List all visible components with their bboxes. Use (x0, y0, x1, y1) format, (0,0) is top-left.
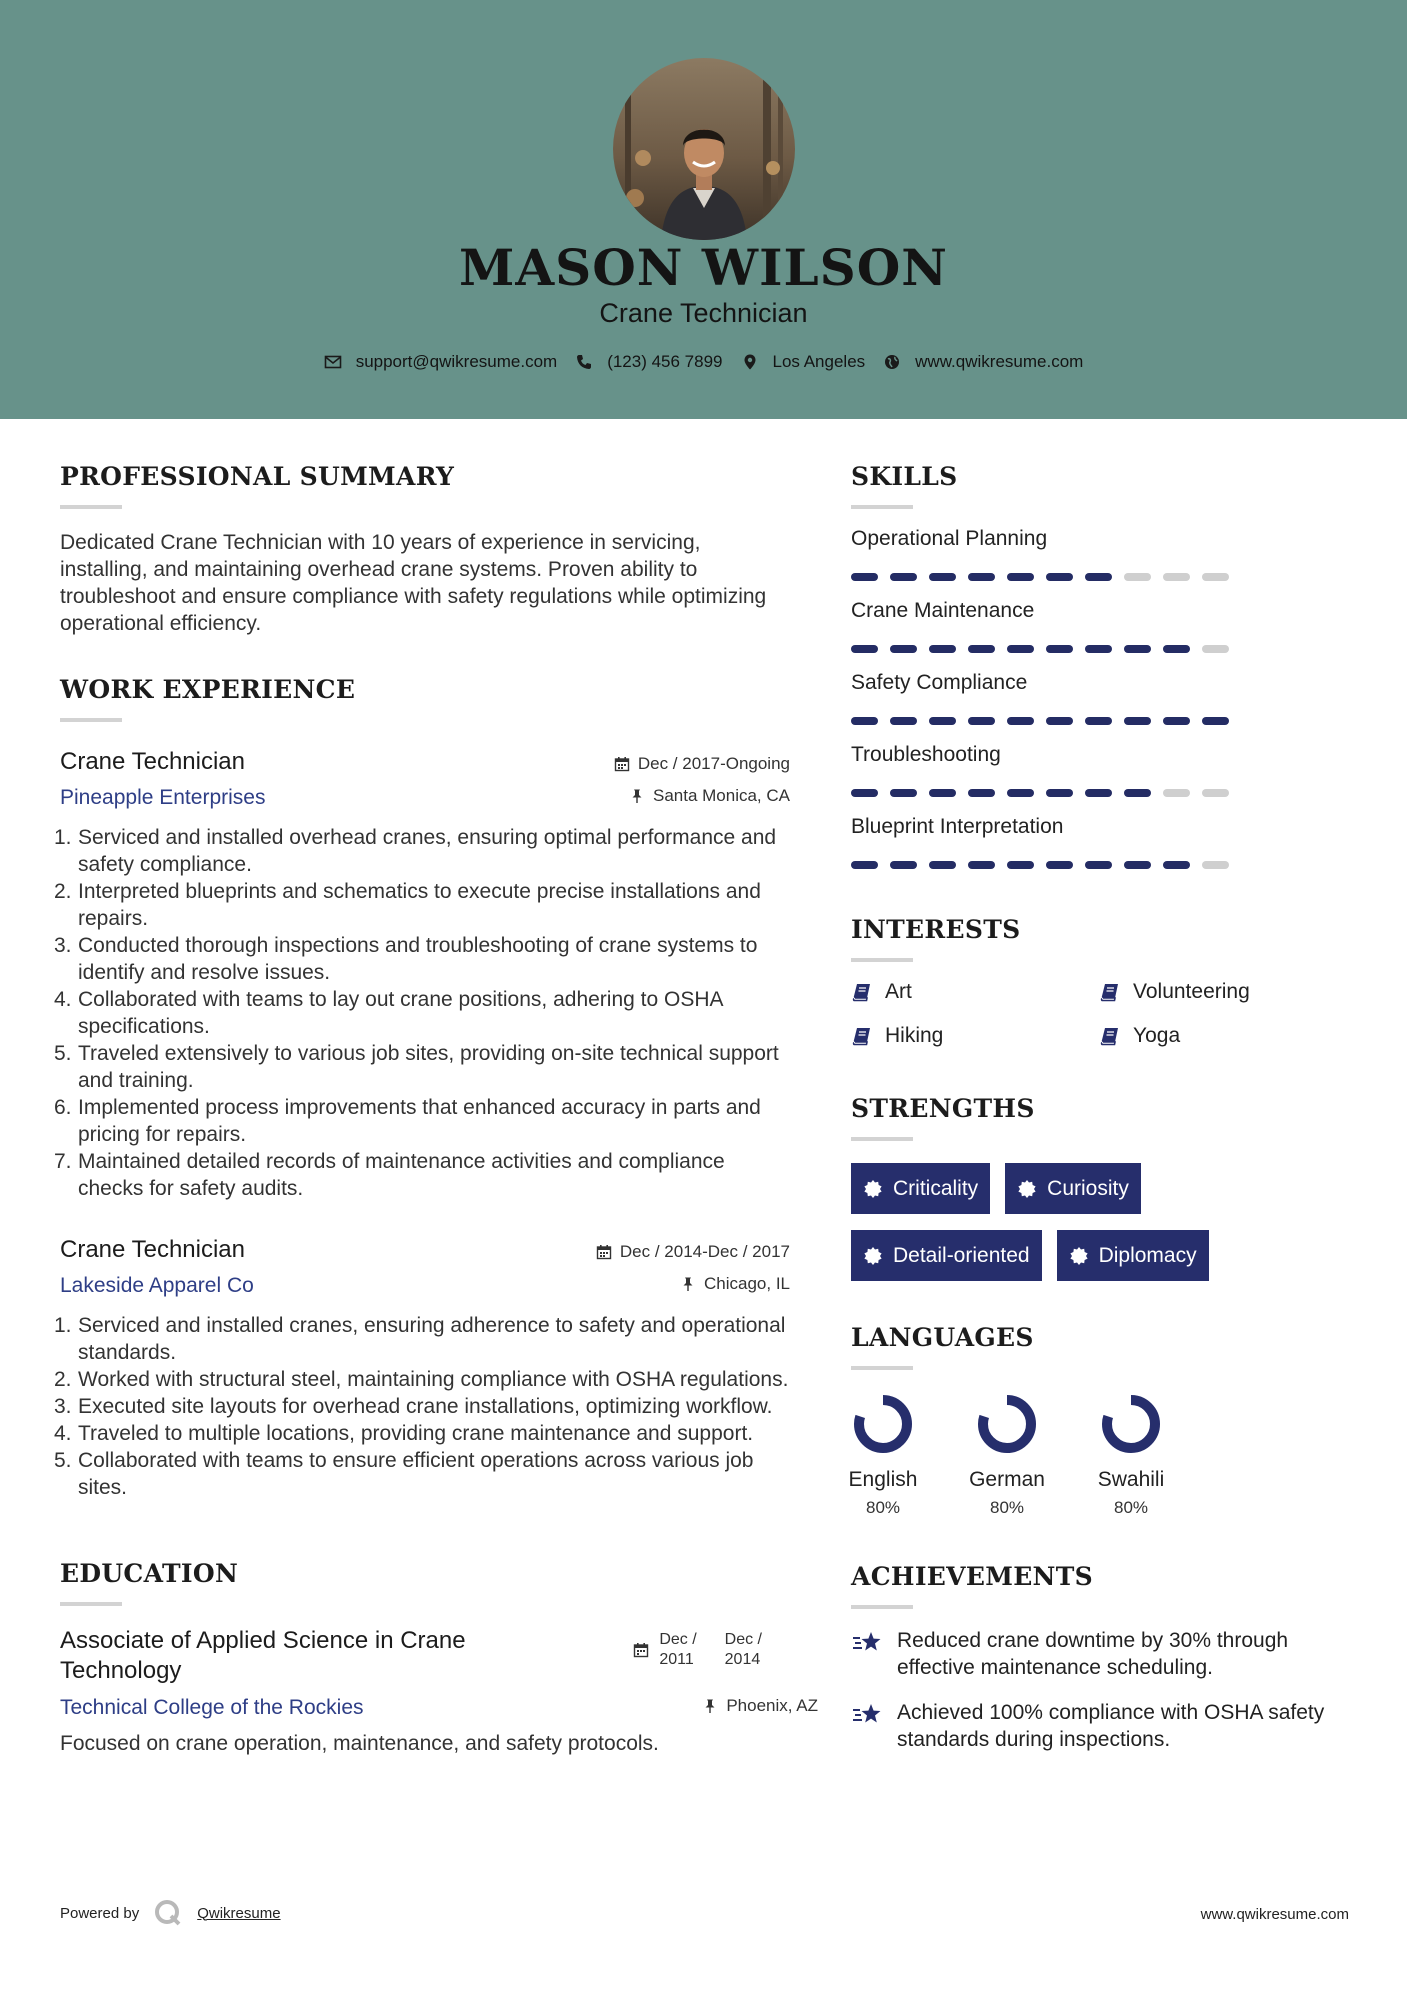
skill-item (851, 743, 1351, 797)
contact-location (741, 352, 866, 372)
skill-dot (1085, 645, 1112, 653)
skill-dot (1163, 717, 1190, 725)
skill-rating (851, 861, 1351, 869)
skill-rating (851, 645, 1351, 653)
interest-item (1099, 1024, 1347, 1048)
contact-website-text: www.qwikresume.com (915, 352, 1084, 371)
badge-icon (863, 1246, 883, 1266)
achievement-item (851, 1699, 1351, 1753)
achievement-item (851, 1627, 1351, 1681)
footer-website[interactable]: www.qwikresume.com (1200, 1906, 1349, 1923)
skill-dot (851, 717, 878, 725)
languages-section (848, 1323, 1351, 1518)
calendar-icon (614, 756, 630, 772)
education-title: EDUCATION (60, 1559, 239, 1588)
skill-dot (1007, 573, 1034, 581)
strength-label: Diplomacy (1098, 1243, 1197, 1267)
skill-dot (968, 717, 995, 725)
skill-dot (929, 645, 956, 653)
map-pin-icon (741, 353, 759, 371)
interest-label: Art (885, 980, 912, 1003)
language-item (1069, 1392, 1193, 1518)
summary-text: Dedicated Crane Technician with 10 years of experience in servicing, installing, and maintaining overhead crane systems. Proven ability to troubleshoot and ensure compliance with safety regulations while optimizing operational efficiency. (60, 531, 767, 635)
job-date-text: Dec / 2014-Dec / 2017 (619, 1242, 790, 1261)
achievement-text: Reduced crane downtime by 30% through effective maintenance scheduling. (897, 1629, 1289, 1679)
summary-section (60, 462, 790, 637)
skill-dot (851, 861, 878, 869)
job-title: Crane Technician (60, 748, 246, 775)
skill-dot (1202, 861, 1229, 869)
skill-dot (1202, 573, 1229, 581)
skill-name: Troubleshooting (851, 743, 1001, 766)
skill-dot (968, 573, 995, 581)
list-item: 1. Serviced and installed overhead cranes, ensuring optimal performance and safety compliance. (54, 826, 777, 876)
education-dates (633, 1630, 762, 1670)
job-location (629, 786, 790, 806)
skill-dot (1007, 861, 1034, 869)
skill-dot (1202, 789, 1229, 797)
contact-location-text: Los Angeles (772, 352, 866, 371)
skill-dot (968, 861, 995, 869)
job-entry (54, 1236, 790, 1501)
skill-dot (1163, 573, 1190, 581)
skill-dot (968, 645, 995, 653)
list-item: 7. Maintained detailed records of maintenance activities and compliance checks for safety audits. (54, 1150, 725, 1200)
skill-dot (1007, 717, 1034, 725)
globe-icon (883, 353, 901, 371)
right-column (848, 462, 1351, 1753)
pushpin-icon (702, 1698, 718, 1714)
section-divider (60, 1602, 122, 1606)
language-name: Swahili (1097, 1468, 1165, 1491)
section-divider (851, 958, 913, 962)
list-item: 5. Collaborated with teams to ensure efficient operations across various job sites. (54, 1449, 754, 1499)
language-item (945, 1392, 1069, 1518)
envelope-icon (324, 353, 342, 371)
language-ring-arc (859, 1400, 907, 1448)
calendar-icon (596, 1244, 612, 1260)
candidate-name: MASON WILSON (459, 238, 948, 297)
skill-rating (851, 789, 1351, 797)
qwikresume-logo-icon (153, 1898, 183, 1928)
pushpin-icon (629, 788, 645, 804)
star-icon (851, 1701, 883, 1729)
contact-email-text: support@qwikresume.com (355, 352, 558, 371)
skill-dot (1046, 645, 1073, 653)
skill-dot (1046, 573, 1073, 581)
job-location-text: Santa Monica, CA (652, 786, 790, 805)
contact-phone[interactable] (575, 352, 722, 372)
education-school: Technical College of the Rockies (60, 1696, 364, 1719)
calendar-icon (633, 1642, 649, 1658)
skill-dot (890, 573, 917, 581)
skill-dot (1202, 717, 1229, 725)
job-title: Crane Technician (60, 1236, 246, 1263)
interests-title: INTERESTS (851, 915, 1021, 944)
language-name: German (969, 1468, 1045, 1491)
pushpin-icon (680, 1276, 696, 1292)
section-divider (851, 1605, 913, 1609)
skill-dot (929, 789, 956, 797)
list-item: 3. Conducted thorough inspections and troubleshooting of crane systems to identify and resolve issues. (54, 934, 758, 984)
list-item: 1. Serviced and installed cranes, ensuring adherence to safety and operational standards. (54, 1314, 786, 1364)
experience-section (54, 675, 790, 1501)
language-name: English (848, 1468, 918, 1491)
skill-dot (890, 789, 917, 797)
skill-item (851, 671, 1351, 725)
star-icon (851, 1629, 883, 1657)
skill-dot (1124, 789, 1151, 797)
job-date-text: Dec / 2017-Ongoing (637, 754, 790, 773)
education-location: Phoenix, AZ (702, 1696, 818, 1716)
interests-list (851, 980, 1351, 1048)
languages-title: LANGUAGES (851, 1323, 1034, 1352)
job-bullet-list (54, 824, 790, 1202)
footer-powered-by (60, 1898, 281, 1928)
contact-bar (0, 352, 1407, 372)
strength-tag (851, 1230, 1042, 1281)
candidate-role: Crane Technician (599, 298, 808, 328)
contact-email[interactable] (324, 352, 558, 372)
language-percent: 80% (865, 1498, 901, 1517)
skill-rating (851, 573, 1351, 581)
experience-title: WORK EXPERIENCE (60, 675, 356, 704)
language-progress-ring (975, 1392, 1039, 1456)
achievement-text: Achieved 100% compliance with OSHA safety standards during inspections. (897, 1701, 1325, 1751)
job-bullet-list (54, 1312, 790, 1501)
skill-dot (1046, 789, 1073, 797)
phone-icon (575, 353, 593, 371)
badge-icon (863, 1179, 883, 1199)
skill-dot (968, 789, 995, 797)
job-location-text: Chicago, IL (704, 1274, 790, 1293)
left-column (54, 462, 818, 1756)
powered-by-text: Powered by (60, 1904, 140, 1922)
section-divider (851, 1366, 913, 1370)
section-divider (60, 718, 122, 722)
interest-item (1099, 980, 1347, 1004)
skill-item (851, 527, 1351, 581)
list-item: 5. Traveled extensively to various job sites, providing on-site technical support and training. (54, 1042, 779, 1092)
language-ring-arc (1107, 1400, 1155, 1448)
list-item: 4. Traveled to multiple locations, providing crane maintenance and support. (54, 1422, 754, 1445)
badge-icon (1017, 1179, 1037, 1199)
skill-name: Safety Compliance (851, 671, 1028, 694)
summary-title: PROFESSIONAL SUMMARY (60, 462, 455, 491)
skill-dot (1007, 789, 1034, 797)
list-item: 6. Implemented process improvements that enhanced accuracy in parts and pricing for repairs. (54, 1096, 761, 1146)
skill-dot (929, 861, 956, 869)
strengths-title: STRENGTHS (851, 1094, 1035, 1123)
interest-label: Hiking (885, 1024, 944, 1047)
skill-dot (1046, 717, 1073, 725)
skill-dot (890, 717, 917, 725)
skills-section (851, 462, 1351, 869)
education-degree: Associate of Applied Science in Crane Technology (60, 1627, 466, 1684)
skills-list (851, 527, 1351, 869)
skill-dot (1163, 861, 1190, 869)
skill-dot (1124, 717, 1151, 725)
skill-dot (1085, 573, 1112, 581)
skill-dot (851, 789, 878, 797)
skill-item (851, 815, 1351, 869)
languages-list (821, 1392, 1351, 1518)
job-company: Lakeside Apparel Co (60, 1274, 254, 1297)
brand-link[interactable]: Qwikresume (197, 1904, 281, 1922)
skill-dot (1124, 573, 1151, 581)
job-entry (54, 748, 790, 1202)
skill-dot (1085, 717, 1112, 725)
list-item: 2. Worked with structural steel, maintaining compliance with OSHA regulations. (54, 1368, 789, 1391)
education-section (60, 1559, 818, 1756)
skill-dot (929, 717, 956, 725)
book-icon (851, 1025, 873, 1047)
skill-dot (1202, 645, 1229, 653)
strength-label: Curiosity (1047, 1176, 1129, 1200)
strengths-section (851, 1094, 1351, 1281)
skill-dot (1085, 861, 1112, 869)
book-icon (1099, 1025, 1121, 1047)
profile-photo-image (613, 58, 795, 240)
skill-dot (1085, 789, 1112, 797)
skill-dot (1124, 645, 1151, 653)
language-ring-arc (983, 1400, 1031, 1448)
badge-icon (1069, 1246, 1089, 1266)
skill-dot (1124, 861, 1151, 869)
strength-tag (1005, 1163, 1141, 1214)
interest-label: Volunteering (1133, 980, 1250, 1003)
skill-dot (1163, 645, 1190, 653)
skill-dot (851, 645, 878, 653)
interests-section (851, 915, 1351, 1048)
achievements-title: ACHIEVEMENTS (851, 1562, 1093, 1591)
contact-phone-text: (123) 456 7899 (607, 352, 723, 371)
section-divider (851, 505, 913, 509)
skill-rating (851, 717, 1351, 725)
language-percent: 80% (989, 1498, 1025, 1517)
resume-header (0, 0, 1407, 419)
book-icon (1099, 981, 1121, 1003)
list-item: 2. Interpreted blueprints and schematics to execute precise installations and repairs. (54, 880, 761, 930)
language-item (821, 1392, 945, 1518)
education-end: Dec / 2014 (724, 1631, 762, 1668)
job-date (596, 1242, 790, 1262)
job-location (680, 1274, 790, 1294)
skill-dot (1007, 645, 1034, 653)
skill-dot (890, 861, 917, 869)
strengths-list (851, 1163, 1331, 1281)
skill-name: Crane Maintenance (851, 599, 1035, 622)
skill-name: Blueprint Interpretation (851, 815, 1064, 838)
education-start: Dec / 2011 (659, 1631, 697, 1668)
list-item: 3. Executed site layouts for overhead crane installations, optimizing workflow. (54, 1395, 773, 1418)
skill-dot (1046, 861, 1073, 869)
skill-dot (851, 573, 878, 581)
section-divider (851, 1137, 913, 1141)
interest-label: Yoga (1133, 1024, 1181, 1047)
strength-label: Detail-oriented (893, 1243, 1030, 1267)
skill-dot (890, 645, 917, 653)
interest-item (851, 1024, 1099, 1048)
skills-title: SKILLS (851, 462, 958, 491)
section-divider (60, 505, 122, 509)
profile-photo (613, 58, 795, 240)
achievements-section (851, 1562, 1351, 1753)
education-entry (60, 1626, 818, 1756)
interest-item (851, 980, 1099, 1004)
strength-tag (1057, 1230, 1209, 1281)
job-company: Pineapple Enterprises (60, 786, 266, 809)
language-progress-ring (1099, 1392, 1163, 1456)
book-icon (851, 981, 873, 1003)
strength-tag (851, 1163, 990, 1214)
education-description: Focused on crane operation, maintenance, and safety protocols. (60, 1732, 659, 1755)
language-progress-ring (851, 1392, 915, 1456)
skill-dot (1163, 789, 1190, 797)
skill-item (851, 599, 1351, 653)
job-date (614, 754, 790, 774)
contact-website[interactable] (883, 352, 1083, 372)
skill-dot (929, 573, 956, 581)
list-item: 4. Collaborated with teams to lay out crane positions, adhering to OSHA specifications. (54, 988, 723, 1038)
language-percent: 80% (1113, 1498, 1149, 1517)
skill-name: Operational Planning (851, 527, 1048, 550)
strength-label: Criticality (893, 1176, 979, 1200)
